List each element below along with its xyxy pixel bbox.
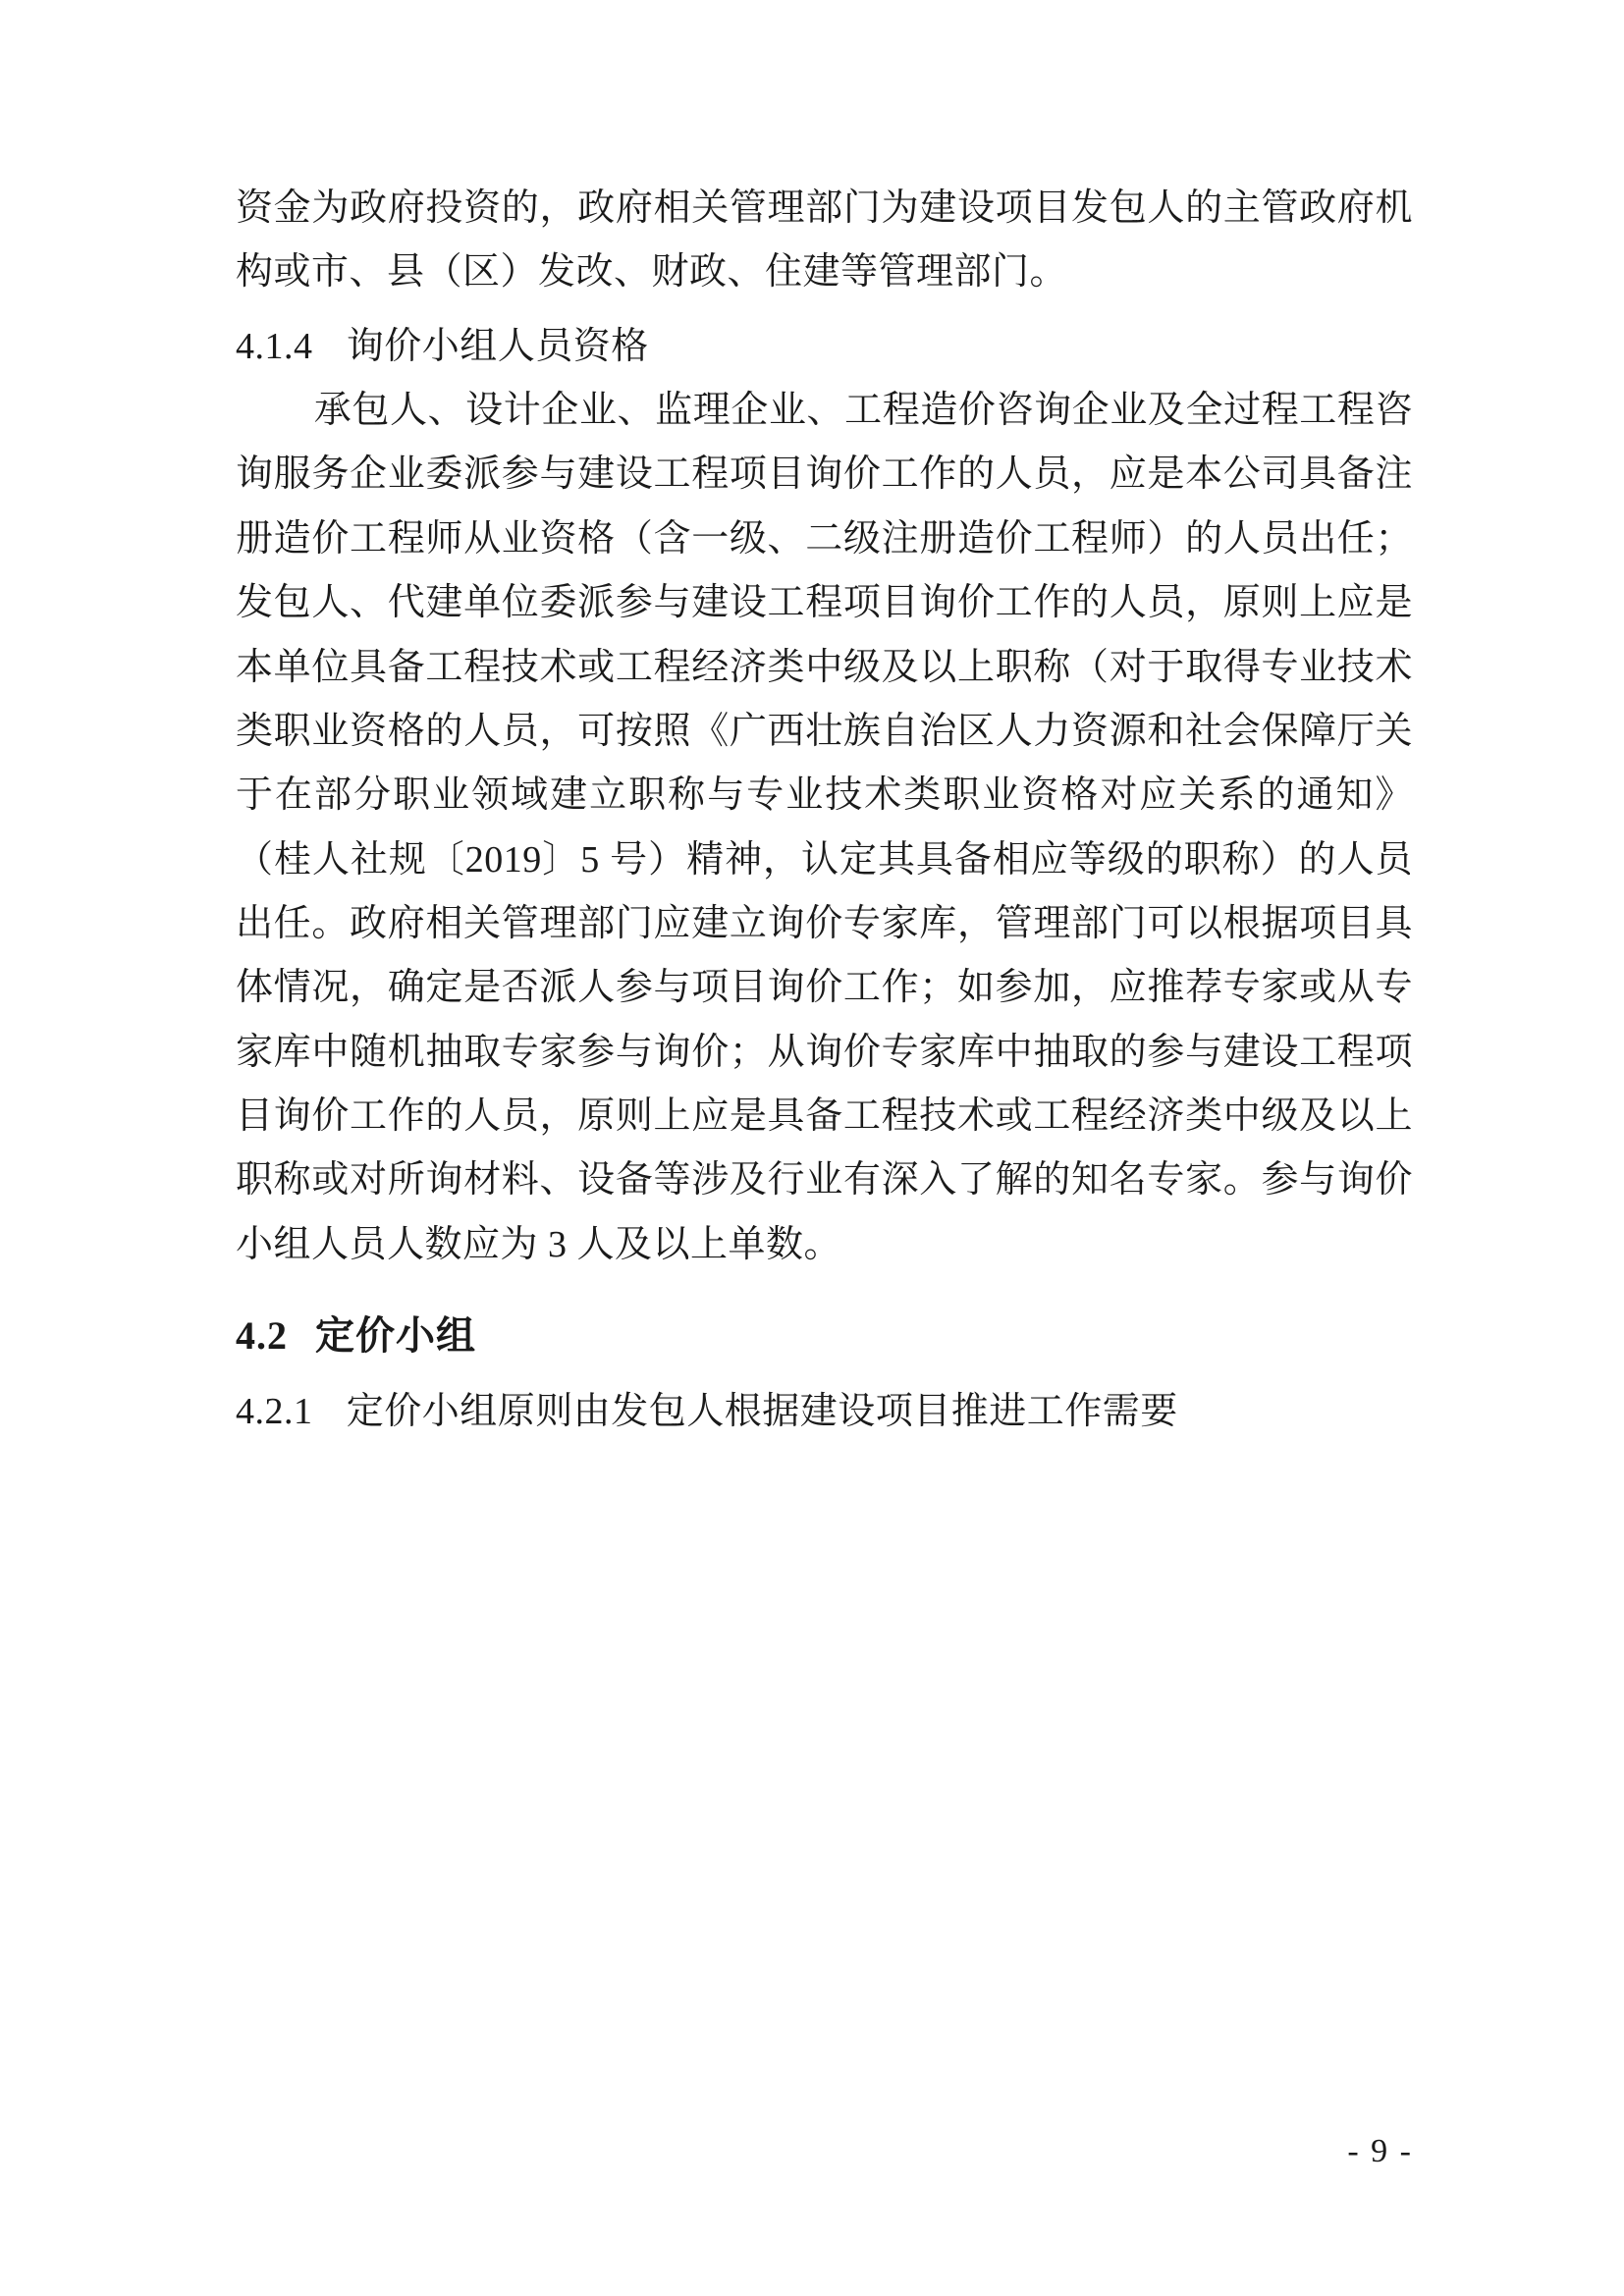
heading-4-1-4-title: 询价小组人员资格 <box>346 325 649 367</box>
paragraph-4-2-1 <box>236 1380 1413 1444</box>
heading-4-2 <box>236 1303 1413 1370</box>
heading-4-1-4-number: 4.1.4 <box>236 325 313 367</box>
paragraph-4-2-1-number: 4.2.1 <box>236 1390 313 1432</box>
paragraph-4-2-1-text: 定价小组原则由发包人根据建设项目推进工作需要 <box>346 1390 1178 1432</box>
paragraph-continued: 资金为政府投资的，政府相关管理部门为建设项目发包人的主管政府机构或市、县（区）发改、财政、住建等管理部门。 <box>236 187 1413 294</box>
paragraph-4-1-4-body: 承包人、设计企业、监理企业、工程造价咨询企业及全过程工程咨询服务企业委派参与建设工程项目询价工作的人员，应是本公司具备注册造价工程师从业资格（含一级、二级注册造价工程师）的人员出任；发包人、代建单位委派参与建设工程项目询价工作的人员，原则上应是本单位具备工程技术或工程经济类中级及以上职称（对于取得专业技术类职业资格的人员，可按照《广西壮族自治区人力资源和社会保障厅关于在部分职业领域建立职称与专业技术类职业资格对应关系的通知》（桂人社规〔2019〕5 号）精神，认定其具备相应等级的职称）的人员出任。政府相关管理部门应建立询价专家库，管理部门可以根据项目具体情况，确定是否派人参与项目询价工作；如参加，应推荐专家或从专家库中随机抽取专家参与询价；从询价专家库中抽取的参与建设工程项目询价工作的人员，原则上应是具备工程技术或工程经济类中级及以上职称或对所询材料、设备等涉及行业有深入了解的知名专家。参与询价小组人员人数应为 3 人及以上单数。 <box>236 390 1413 1265</box>
page-number: - 9 - <box>1347 2133 1413 2169</box>
heading-4-2-number: 4.2 <box>236 1313 288 1359</box>
heading-4-2-title: 定价小组 <box>315 1313 476 1359</box>
heading-4-1-4 <box>236 315 1413 379</box>
